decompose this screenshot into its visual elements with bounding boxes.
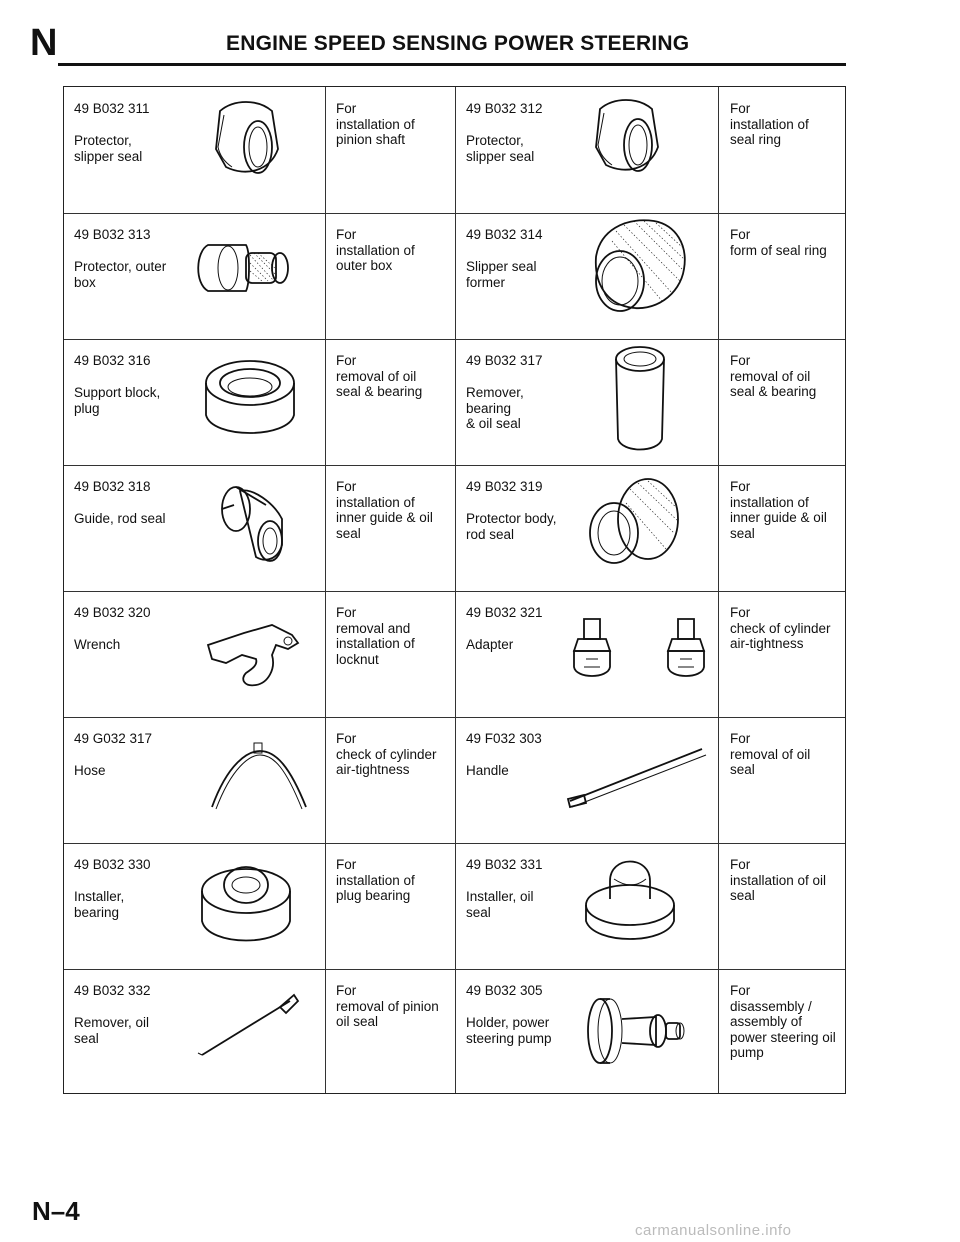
pump-holder-icon bbox=[580, 991, 690, 1071]
knurled-protector-icon bbox=[188, 237, 298, 297]
pick-remover-icon bbox=[194, 991, 304, 1061]
tool-name: Installer, oil seal bbox=[466, 889, 534, 920]
tool-part-number: 49 B032 319 bbox=[466, 479, 543, 494]
tool-part-number: 49 B032 316 bbox=[74, 353, 151, 368]
row-divider bbox=[64, 969, 845, 970]
row-divider bbox=[64, 213, 845, 214]
column-divider bbox=[718, 87, 719, 1093]
rod-seal-guide-icon bbox=[212, 479, 302, 569]
tool-part-number: 49 B032 331 bbox=[466, 857, 543, 872]
tool-name: Protector, outer box bbox=[74, 259, 167, 290]
protector-sleeve-icon bbox=[206, 97, 286, 177]
tool-name: Holder, power steering pump bbox=[466, 1015, 552, 1046]
tool-purpose: For check of cylinder air-tightness bbox=[730, 605, 831, 651]
tool-name: Protector, slipper seal bbox=[74, 133, 143, 164]
tool-name: Hose bbox=[74, 763, 106, 778]
tool-purpose: For removal and installation of locknut bbox=[336, 605, 415, 667]
tool-part-number: 49 B032 311 bbox=[74, 101, 150, 116]
special-tools-table bbox=[63, 86, 846, 1094]
protector-body-icon bbox=[578, 475, 688, 575]
tool-name: Slipper seal former bbox=[466, 259, 537, 290]
tool-name: Remover, oil seal bbox=[74, 1015, 150, 1046]
tool-purpose: For installation of outer box bbox=[336, 227, 415, 273]
tool-name: Support block, plug bbox=[74, 385, 161, 416]
hose-icon bbox=[204, 733, 314, 813]
tool-purpose: For disassembly / assembly of power steering oil pump bbox=[730, 983, 836, 1060]
tool-name: Protector, slipper seal bbox=[466, 133, 535, 164]
tool-purpose: For check of cylinder air-tightness bbox=[336, 731, 437, 777]
tool-part-number: 49 G032 317 bbox=[74, 731, 153, 746]
tool-part-number: 49 B032 314 bbox=[466, 227, 543, 242]
column-divider bbox=[325, 87, 326, 1093]
cylinder-remover-icon bbox=[612, 345, 672, 455]
column-divider bbox=[455, 87, 456, 1093]
tool-name: Remover, bearing & oil seal bbox=[466, 385, 524, 431]
watermark: carmanualsonline.info bbox=[635, 1222, 792, 1239]
tool-purpose: For installation of inner guide & oil seal bbox=[730, 479, 827, 541]
tool-name: Protector body, rod seal bbox=[466, 511, 557, 542]
row-divider bbox=[64, 465, 845, 466]
crowfoot-wrench-icon bbox=[202, 619, 312, 689]
tool-name: Wrench bbox=[74, 637, 121, 652]
tool-purpose: For removal of oil seal bbox=[730, 731, 811, 777]
tool-name: Guide, rod seal bbox=[74, 511, 166, 526]
tool-purpose: For installation of seal ring bbox=[730, 101, 809, 147]
header-rule bbox=[58, 63, 846, 66]
adapter-fitting-icon bbox=[564, 615, 714, 695]
tool-purpose: For removal of oil seal & bearing bbox=[730, 353, 817, 399]
row-divider bbox=[64, 591, 845, 592]
handle-rod-icon bbox=[560, 741, 710, 811]
support-block-icon bbox=[202, 353, 302, 443]
tool-part-number: 49 B032 305 bbox=[466, 983, 543, 998]
page-number: N–4 bbox=[32, 1196, 80, 1226]
tool-part-number: 49 F032 303 bbox=[466, 731, 542, 746]
row-divider bbox=[64, 717, 845, 718]
bearing-installer-icon bbox=[196, 855, 296, 955]
tool-purpose: For removal of oil seal & bearing bbox=[336, 353, 423, 399]
oil-seal-installer-icon bbox=[580, 851, 680, 951]
tool-part-number: 49 B032 332 bbox=[74, 983, 151, 998]
tool-purpose: For installation of plug bearing bbox=[336, 857, 415, 903]
row-divider bbox=[64, 843, 845, 844]
tool-part-number: 49 B032 318 bbox=[74, 479, 151, 494]
tool-purpose: For installation of oil seal bbox=[730, 857, 827, 903]
row-divider bbox=[64, 339, 845, 340]
tool-name: Adapter bbox=[466, 637, 514, 652]
section-letter: N bbox=[30, 22, 59, 64]
tool-part-number: 49 B032 312 bbox=[466, 101, 543, 116]
page-title: ENGINE SPEED SENSING POWER STEERING bbox=[226, 32, 690, 55]
tool-part-number: 49 B032 321 bbox=[466, 605, 543, 620]
tool-part-number: 49 B032 313 bbox=[74, 227, 151, 242]
protector-sleeve-icon bbox=[586, 95, 666, 175]
tool-name: Installer, bearing bbox=[74, 889, 125, 920]
tool-name: Handle bbox=[466, 763, 509, 778]
tool-purpose: For form of seal ring bbox=[730, 227, 827, 258]
tool-part-number: 49 B032 330 bbox=[74, 857, 151, 872]
tool-part-number: 49 B032 320 bbox=[74, 605, 151, 620]
tool-part-number: 49 B032 317 bbox=[466, 353, 543, 368]
knurled-former-icon bbox=[584, 213, 694, 323]
tool-purpose: For installation of pinion shaft bbox=[336, 101, 415, 147]
tool-purpose: For installation of inner guide & oil seal bbox=[336, 479, 433, 541]
tool-purpose: For removal of pinion oil seal bbox=[336, 983, 439, 1029]
